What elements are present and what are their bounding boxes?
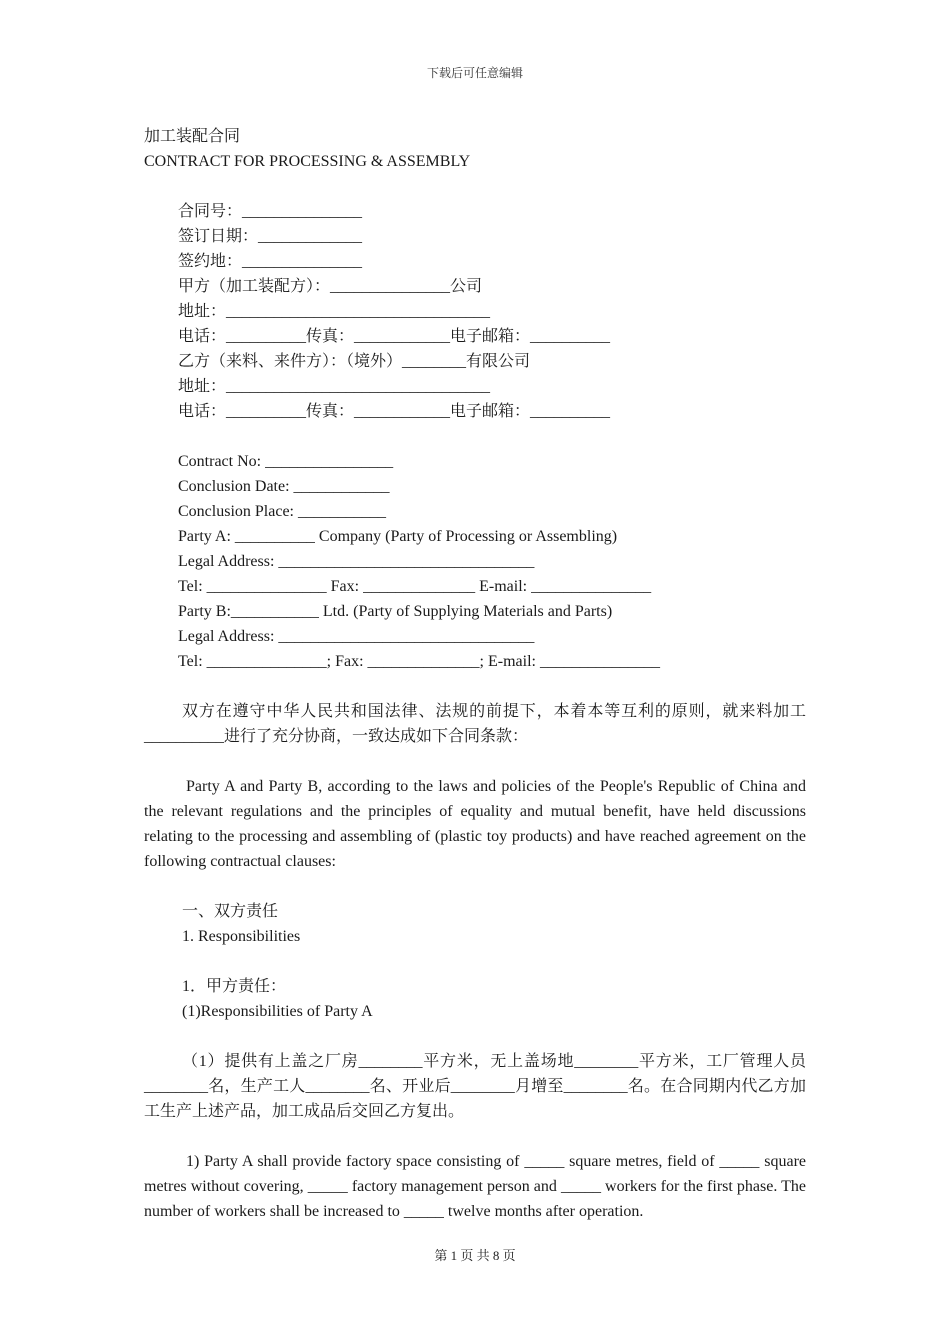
cn-field-address-a: 地址：_________________________________ [178, 303, 491, 320]
cn-field-sign-place: 签约地：_______________ [178, 253, 363, 270]
cn-field-contact-a: 电话：__________传真：____________电子邮箱：__________ [178, 328, 611, 345]
page-header: 下载后可任意编辑 [426, 66, 523, 80]
en-field-address-b: Legal Address: ________________________________ [178, 628, 535, 645]
en-fields [144, 449, 806, 674]
en-field-party-a: Party A: __________ Company (Party of Processing or Assembling) [178, 528, 618, 545]
clause-1-en: 1) Party A shall provide factory space consisting of _____ square metres, field of _____ square metres without covering, _____ factory management person and _____ workers for the first phase. The number of workers shall be increased to _____ twelve months after operation. [144, 1153, 806, 1220]
document-body [144, 124, 806, 1224]
en-field-contact-b: Tel: _______________; Fax: ______________; E-mail: _______________ [178, 653, 660, 670]
title-cn: 加工装配合同 [144, 128, 241, 145]
en-field-conclusion-date: Conclusion Date: ____________ [178, 478, 390, 495]
section-heading-cn: 一、双方责任 [182, 903, 279, 920]
cn-field-party-b: 乙方（来料、来件方）：（境外）________有限公司 [178, 353, 531, 370]
subsection-heading-en: (1)Responsibilities of Party A [182, 1003, 373, 1020]
subsection-heading-cn: 1．甲方责任： [182, 978, 287, 995]
title-en: CONTRACT FOR PROCESSING & ASSEMBLY [144, 153, 471, 170]
cn-field-address-b: 地址：_________________________________ [178, 378, 491, 395]
preamble-en: Party A and Party B, according to the laws and policies of the People's Republic of China and the relevant regulations and the principles of equality and mutual benefit, have held discussions relating to the processing and assembling of (plastic toy products) and have reached agreement on the following contractual clauses: [144, 778, 806, 870]
cn-field-party-a: 甲方（加工装配方）：_______________公司 [178, 278, 483, 295]
cn-field-contact-b: 电话：__________传真：____________电子邮箱：__________ [178, 403, 611, 420]
en-field-party-b: Party B:___________ Ltd. (Party of Supplying Materials and Parts) [178, 603, 613, 620]
preamble-cn: 双方在遵守中华人民共和国法律、法规的前提下，本着本等互利的原则，就来料加工__________进行了充分协商，一致达成如下合同条款： [144, 703, 806, 745]
en-field-contact-a: Tel: _______________ Fax: ______________ E-mail: _______________ [178, 578, 652, 595]
cn-field-sign-date: 签订日期：_____________ [178, 228, 363, 245]
en-field-contract-no: Contract No: ________________ [178, 453, 394, 470]
en-field-address-a: Legal Address: ________________________________ [178, 553, 535, 570]
clause-1-cn: （1）提供有上盖之厂房________平方米，无上盖场地________平方米，工厂管理人员________名，生产工人________名、开业后________月增至________名。在合同期内代乙方加工生产上述产品，加工成品后交回乙方复出。 [144, 1053, 806, 1120]
cn-field-contract-no: 合同号：_______________ [178, 203, 363, 220]
en-field-conclusion-place: Conclusion Place: ___________ [178, 503, 386, 520]
page-footer: 第 1 页 共 8 页 [434, 1248, 516, 1263]
cn-fields [144, 199, 806, 424]
section-heading-en: 1. Responsibilities [182, 928, 301, 945]
